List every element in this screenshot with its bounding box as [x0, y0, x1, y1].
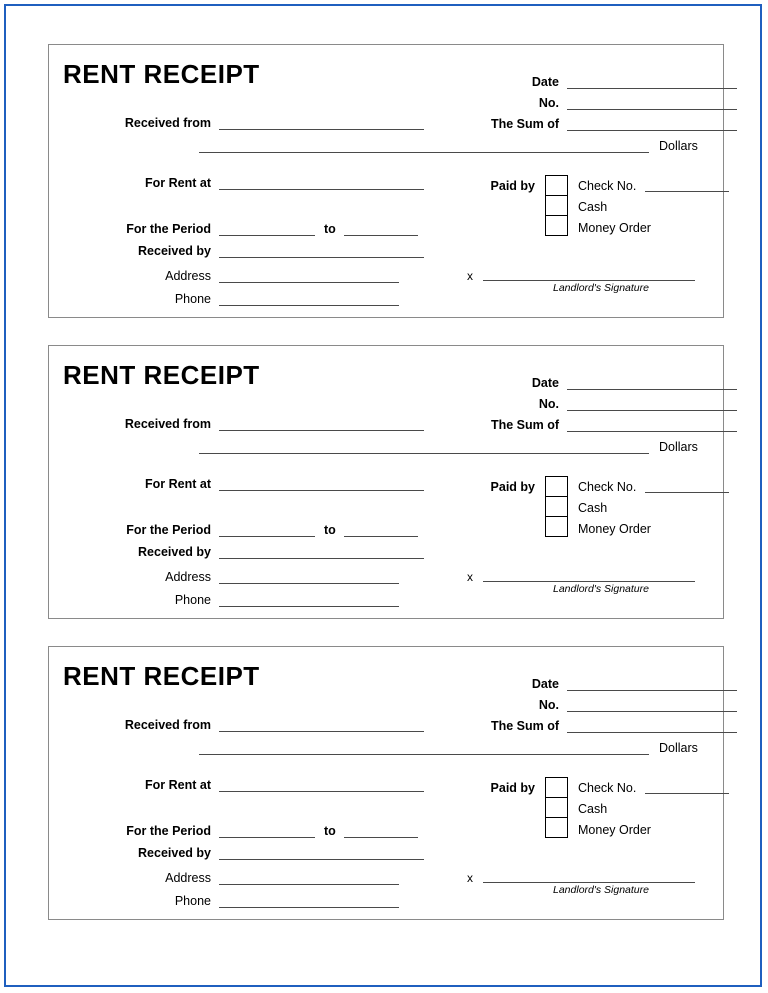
check-number-line[interactable]: [645, 481, 729, 493]
for-rent-at-label: For Rent at: [145, 176, 211, 190]
receipt-sheet: [48, 44, 724, 949]
option-money-order: [578, 518, 729, 539]
checkbox-cash[interactable]: [545, 797, 568, 818]
option-check-no: [578, 175, 729, 196]
signature-caption: Landlord's Signature: [553, 884, 649, 896]
check-number-line[interactable]: [645, 180, 729, 192]
option-money-order: [578, 819, 729, 840]
paid-by-options: [578, 476, 729, 539]
for-the-period-label: For the Period: [126, 222, 211, 236]
receipt-title: RENT RECEIPT: [63, 661, 260, 691]
checkbox-money-order[interactable]: [545, 215, 568, 236]
address-label: Address: [165, 269, 211, 283]
for-rent-at-label: For Rent at: [145, 477, 211, 491]
sum-of-field[interactable]: [469, 419, 737, 432]
address-label: Address: [165, 871, 211, 885]
option-cash: [578, 497, 729, 518]
date-line[interactable]: [567, 76, 737, 89]
paid-by-checkboxes: [545, 476, 568, 536]
receipt-title: RENT RECEIPT: [63, 59, 260, 89]
sum-of-label: The Sum of: [490, 418, 559, 432]
received-by-field[interactable]: [63, 546, 424, 559]
number-field[interactable]: [469, 699, 737, 712]
number-label: No.: [538, 397, 559, 411]
period-from-line[interactable]: [219, 223, 315, 236]
option-money-order-label: Money Order: [578, 822, 651, 837]
number-line[interactable]: [567, 398, 737, 411]
sum-of-line[interactable]: [567, 118, 737, 131]
dollars-label: Dollars: [659, 139, 698, 153]
signature-line[interactable]: [483, 882, 695, 883]
period-to-line[interactable]: [344, 825, 418, 838]
address-field[interactable]: [63, 872, 399, 885]
phone-label: Phone: [174, 292, 211, 306]
sum-of-line[interactable]: [567, 419, 737, 432]
option-check-no-label: Check No.: [578, 479, 637, 494]
signature-line[interactable]: [483, 280, 695, 281]
dollars-line[interactable]: [199, 441, 649, 454]
rent-receipt-card: [48, 345, 724, 619]
option-cash-label: Cash: [578, 801, 608, 816]
option-money-order-label: Money Order: [578, 521, 651, 536]
number-label: No.: [538, 698, 559, 712]
option-check-no: [578, 476, 729, 497]
number-field[interactable]: [469, 398, 737, 411]
period-to-label: to: [324, 222, 336, 236]
received-by-line[interactable]: [219, 847, 424, 860]
signature-x-mark: x: [467, 570, 473, 584]
received-from-field[interactable]: [63, 418, 424, 431]
for-rent-at-field[interactable]: [63, 177, 424, 190]
signature-caption: Landlord's Signature: [553, 282, 649, 294]
for-the-period-field[interactable]: [63, 523, 418, 537]
rent-receipt-card: [48, 44, 724, 318]
received-by-field[interactable]: [63, 245, 424, 258]
for-rent-at-line[interactable]: [219, 478, 424, 491]
option-cash-label: Cash: [578, 199, 608, 214]
for-the-period-field[interactable]: [63, 222, 418, 236]
received-by-line[interactable]: [219, 245, 424, 258]
received-from-line[interactable]: [219, 117, 424, 130]
dollars-field[interactable]: [199, 441, 698, 454]
for-the-period-label: For the Period: [126, 824, 211, 838]
option-cash: [578, 798, 729, 819]
sum-of-field[interactable]: [469, 720, 737, 733]
received-from-label: Received from: [124, 116, 211, 130]
checkbox-cash[interactable]: [545, 496, 568, 517]
received-by-field[interactable]: [63, 847, 424, 860]
period-from-line[interactable]: [219, 825, 315, 838]
received-by-line[interactable]: [219, 546, 424, 559]
checkbox-check-no[interactable]: [545, 777, 568, 798]
phone-line[interactable]: [219, 293, 399, 306]
number-line[interactable]: [567, 699, 737, 712]
checkbox-money-order[interactable]: [545, 516, 568, 537]
paid-by-label: Paid by: [490, 179, 535, 193]
for-rent-at-line[interactable]: [219, 177, 424, 190]
received-from-line[interactable]: [219, 719, 424, 732]
date-line[interactable]: [567, 678, 737, 691]
address-line[interactable]: [219, 270, 399, 283]
address-label: Address: [165, 570, 211, 584]
option-cash-label: Cash: [578, 500, 608, 515]
date-label: Date: [531, 75, 559, 89]
address-line[interactable]: [219, 571, 399, 584]
dollars-field[interactable]: [199, 140, 698, 153]
checkbox-cash[interactable]: [545, 195, 568, 216]
paid-by-checkboxes: [545, 777, 568, 837]
paid-by-options: [578, 175, 729, 238]
checkbox-check-no[interactable]: [545, 175, 568, 196]
date-field[interactable]: [469, 76, 737, 89]
address-line[interactable]: [219, 872, 399, 885]
signature-line[interactable]: [483, 581, 695, 582]
phone-label: Phone: [174, 894, 211, 908]
phone-line[interactable]: [219, 594, 399, 607]
option-money-order: [578, 217, 729, 238]
check-number-line[interactable]: [645, 782, 729, 794]
option-check-no-label: Check No.: [578, 780, 637, 795]
signature-x-mark: x: [467, 871, 473, 885]
phone-line[interactable]: [219, 895, 399, 908]
option-money-order-label: Money Order: [578, 220, 651, 235]
receipt-title: RENT RECEIPT: [63, 360, 260, 390]
paid-by-label: Paid by: [490, 480, 535, 494]
page-border: [4, 4, 762, 987]
checkbox-money-order[interactable]: [545, 817, 568, 838]
signature-caption: Landlord's Signature: [553, 583, 649, 595]
dollars-line[interactable]: [199, 140, 649, 153]
date-line[interactable]: [567, 377, 737, 390]
paid-by-group: [469, 777, 729, 840]
for-rent-at-field[interactable]: [63, 478, 424, 491]
date-field[interactable]: [469, 377, 737, 390]
phone-field[interactable]: [63, 594, 399, 607]
received-from-field[interactable]: [63, 719, 424, 732]
dollars-label: Dollars: [659, 440, 698, 454]
period-to-line[interactable]: [344, 524, 418, 537]
paid-by-group: [469, 476, 729, 539]
received-by-label: Received by: [138, 846, 211, 860]
option-check-no: [578, 777, 729, 798]
period-to-line[interactable]: [344, 223, 418, 236]
received-from-label: Received from: [124, 718, 211, 732]
number-line[interactable]: [567, 97, 737, 110]
for-rent-at-field[interactable]: [63, 779, 424, 792]
date-label: Date: [531, 677, 559, 691]
dollars-line[interactable]: [199, 742, 649, 755]
received-by-label: Received by: [138, 244, 211, 258]
signature-x-mark: x: [467, 269, 473, 283]
paid-by-checkboxes: [545, 175, 568, 235]
received-from-line[interactable]: [219, 418, 424, 431]
option-check-no-label: Check No.: [578, 178, 637, 193]
for-rent-at-label: For Rent at: [145, 778, 211, 792]
paid-by-group: [469, 175, 729, 238]
paid-by-label: Paid by: [490, 781, 535, 795]
received-by-label: Received by: [138, 545, 211, 559]
sum-of-label: The Sum of: [490, 117, 559, 131]
period-from-line[interactable]: [219, 524, 315, 537]
received-from-field[interactable]: [63, 117, 424, 130]
phone-field[interactable]: [63, 293, 399, 306]
for-the-period-field[interactable]: [63, 824, 418, 838]
sum-of-label: The Sum of: [490, 719, 559, 733]
rent-receipt-card: [48, 646, 724, 920]
phone-label: Phone: [174, 593, 211, 607]
received-from-label: Received from: [124, 417, 211, 431]
sum-of-field[interactable]: [469, 118, 737, 131]
period-to-label: to: [324, 824, 336, 838]
address-field[interactable]: [63, 571, 399, 584]
period-to-label: to: [324, 523, 336, 537]
checkbox-check-no[interactable]: [545, 476, 568, 497]
for-rent-at-line[interactable]: [219, 779, 424, 792]
dollars-label: Dollars: [659, 741, 698, 755]
address-field[interactable]: [63, 270, 399, 283]
option-cash: [578, 196, 729, 217]
date-field[interactable]: [469, 678, 737, 691]
date-label: Date: [531, 376, 559, 390]
number-label: No.: [538, 96, 559, 110]
paid-by-options: [578, 777, 729, 840]
sum-of-line[interactable]: [567, 720, 737, 733]
dollars-field[interactable]: [199, 742, 698, 755]
phone-field[interactable]: [63, 895, 399, 908]
for-the-period-label: For the Period: [126, 523, 211, 537]
number-field[interactable]: [469, 97, 737, 110]
